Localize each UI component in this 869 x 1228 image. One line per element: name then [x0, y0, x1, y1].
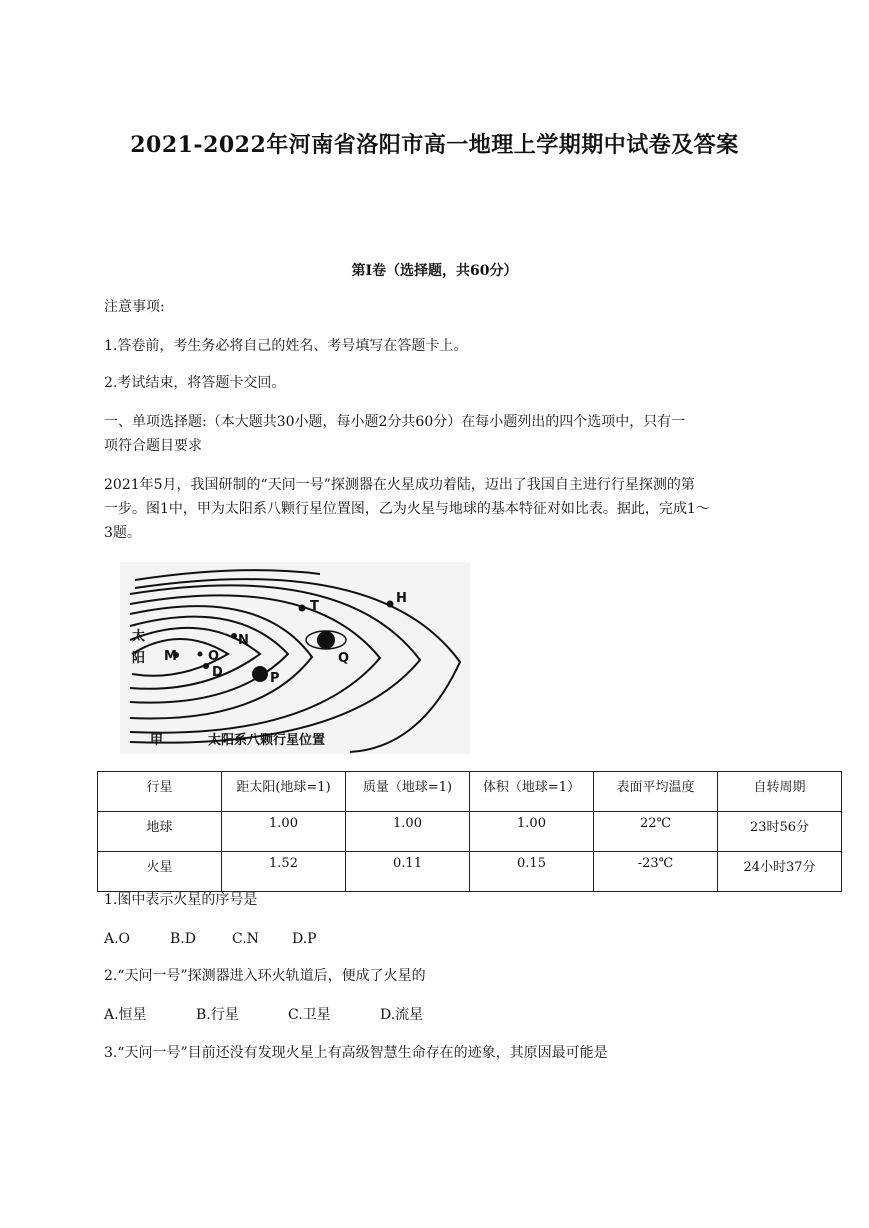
option-b: B.D [170, 931, 196, 947]
planet-label-t: T [310, 599, 319, 614]
option-b: B.行星 [196, 1007, 239, 1023]
passage-line-2: 一步。图1中，甲为太阳系八颗行星位置图，乙为火星与地球的基本特征对如比表。据此，完成1～ [104, 501, 710, 517]
table-cell: 地球 [98, 812, 222, 852]
option-d: D.流星 [380, 1007, 424, 1023]
table-cell: 1.52 [222, 852, 346, 892]
planet-label-d: D [212, 665, 223, 680]
planet-label-h: H [396, 591, 407, 606]
instruction-line-1: 一、单项选择题:（本大题共30小题，每小题2分共60分）在每小题列出的四个选项中，只有一 [104, 414, 686, 430]
sun-label-1: 太 [132, 629, 146, 644]
instruction-line-2: 项符合题目要求 [104, 438, 202, 454]
planet-t [299, 605, 306, 612]
table-header-row [98, 772, 842, 812]
planet-label-n: N [238, 633, 249, 648]
section-title: 第Ⅰ卷（选择题，共60分） [351, 263, 518, 279]
table-row [98, 852, 842, 892]
planet-o [198, 652, 203, 657]
figure-caption-prefix: 甲 [150, 733, 164, 748]
table-header-cell: 自转周期 [718, 772, 842, 812]
planet-q [317, 631, 335, 649]
planet-label-o: O [208, 649, 220, 664]
table-cell: 1.00 [470, 812, 594, 852]
planet-h [387, 601, 394, 608]
planet-comparison-table [97, 771, 842, 892]
question-1-stem: 1.图中表示火星的序号是 [104, 892, 258, 908]
table-header-cell: 质量（地球=1) [346, 772, 470, 812]
option-c: C.卫星 [288, 1007, 331, 1023]
planet-p [252, 666, 268, 682]
table-cell: -23℃ [594, 852, 718, 892]
planet-n [231, 633, 237, 639]
table-cell: 1.00 [222, 812, 346, 852]
option-d: D.P [292, 931, 317, 947]
table-row [98, 812, 842, 852]
notice-item-1: 1.答卷前，考生务必将自己的姓名、考号填写在答题卡上。 [104, 338, 468, 354]
table-header-cell: 体积（地球=1） [470, 772, 594, 812]
table-cell: 22℃ [594, 812, 718, 852]
planet-label-m: M [164, 649, 177, 664]
option-a: A.恒星 [104, 1007, 147, 1023]
question-2-options [104, 1005, 472, 1025]
question-3-stem: 3.“天问一号”目前还没有发现火星上有高级智慧生命存在的迹象，其原因最可能是 [104, 1045, 608, 1061]
planet-label-q: Q [338, 651, 350, 666]
table-cell: 1.00 [346, 812, 470, 852]
notice-heading: 注意事项: [104, 299, 165, 315]
option-a: A.O [104, 931, 131, 947]
sun-label-2: 阳 [132, 651, 146, 666]
table-header-cell: 行星 [98, 772, 222, 812]
table-header-cell: 表面平均温度 [594, 772, 718, 812]
table-cell: 0.11 [346, 852, 470, 892]
notice-item-2: 2.考试结束，将答题卡交回。 [104, 375, 286, 391]
passage-line-3: 3题。 [104, 525, 141, 541]
table-cell: 23时56分 [718, 812, 842, 852]
figure-caption: 太阳系八颗行星位置 [208, 733, 326, 748]
planet-label-p: P [270, 671, 280, 686]
question-1-options [104, 929, 352, 949]
table-cell: 24小时37分 [718, 852, 842, 892]
option-c: C.N [232, 931, 259, 947]
solar-system-figure [120, 562, 470, 754]
document-title: 2021-2022年河南省洛阳市高一地理上学期期中试卷及答案 [130, 132, 739, 158]
question-2-stem: 2.“天问一号”探测器进入环火轨道后，便成了火星的 [104, 968, 426, 984]
passage-line-1: 2021年5月，我国研制的“天问一号”探测器在火星成功着陆，迈出了我国自主进行行星探测的第 [104, 477, 695, 493]
table-header-cell: 距太阳(地球=1) [222, 772, 346, 812]
table-cell: 火星 [98, 852, 222, 892]
table-cell: 0.15 [470, 852, 594, 892]
